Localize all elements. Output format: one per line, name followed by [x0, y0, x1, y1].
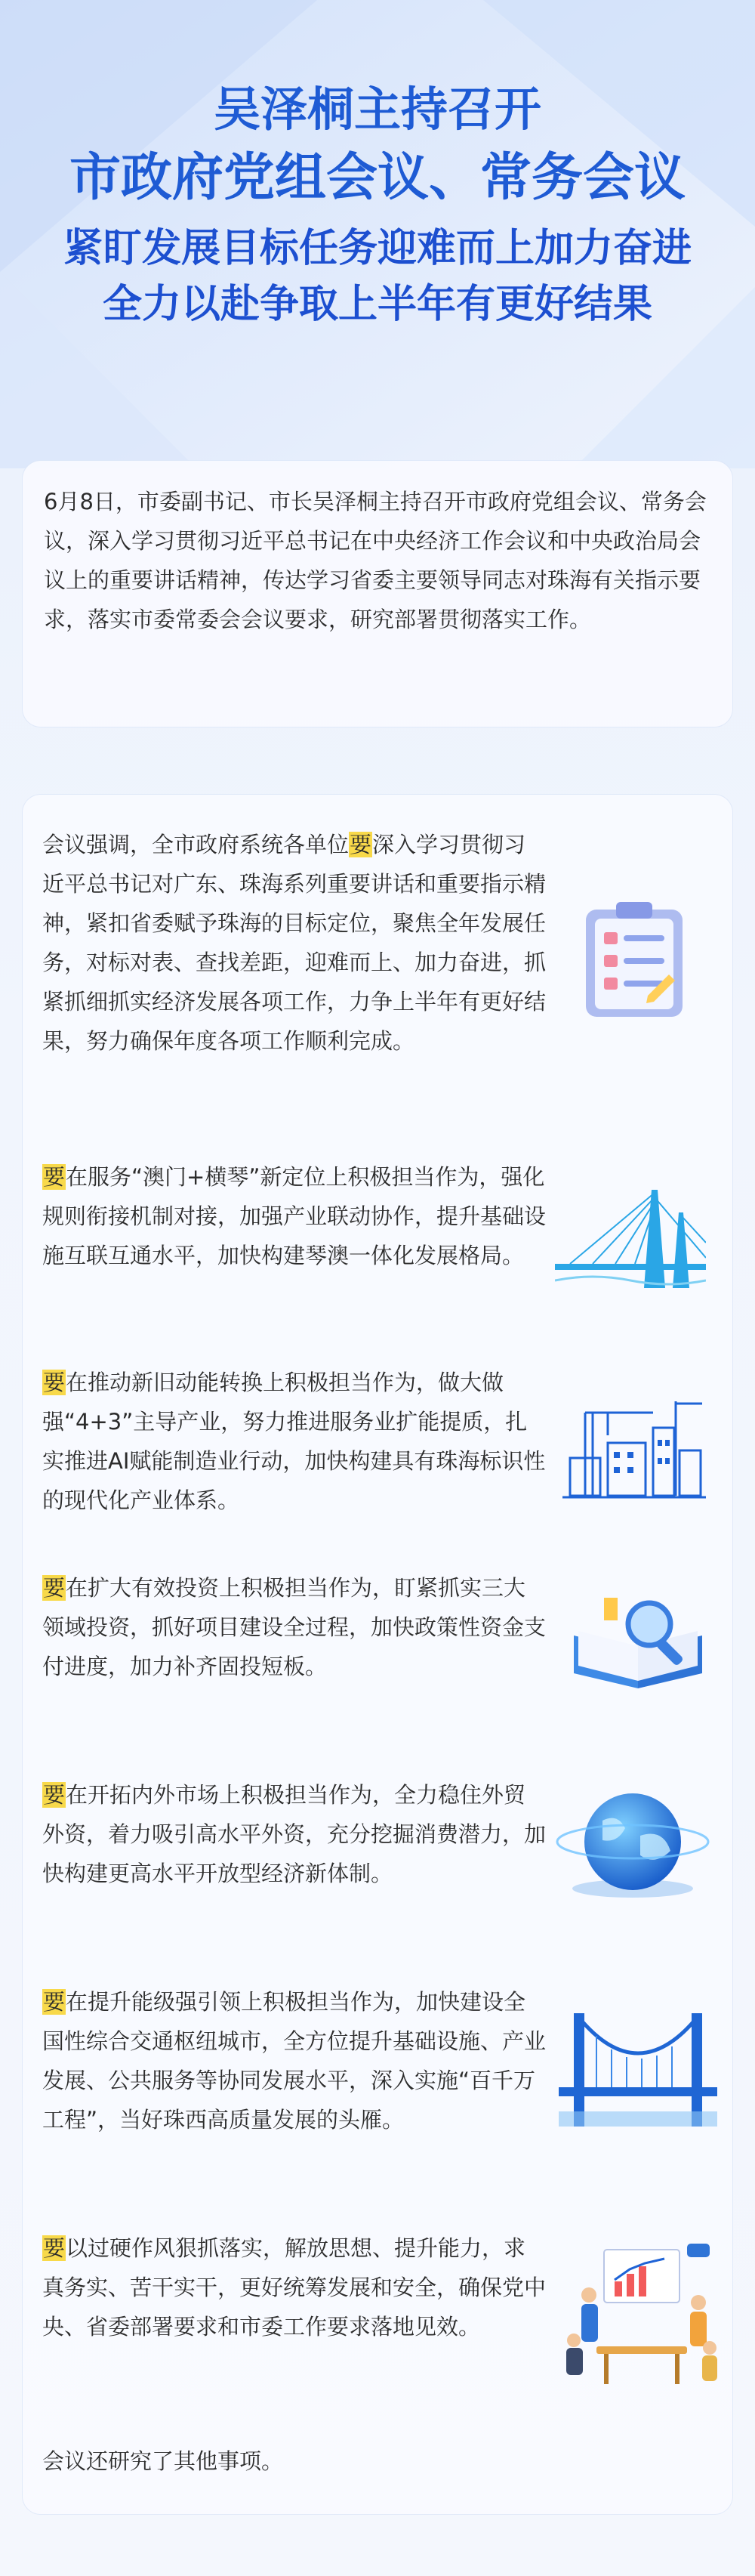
paragraph-6 — [42, 1982, 547, 2139]
paragraph-4-body: 在扩大有效投资上积极担当作为，盯紧抓实三大领域投资，抓好项目建设全过程，加快政策性资金支付进度，加力补齐固投短板。 — [42, 1575, 547, 1679]
suspension-bridge-icon — [559, 2006, 717, 2134]
closing-paragraph: 会议还研究了其他事项。 — [42, 2448, 284, 2474]
title-line-2: 市政府党组会议、常务会议 — [69, 148, 686, 208]
highlight-yao: 要 — [43, 1164, 66, 1190]
paragraph-7 — [42, 2229, 547, 2346]
clipboard-checklist-icon — [581, 899, 687, 1020]
highlight-yao: 要 — [350, 832, 372, 857]
title-line-1: 吴泽桐主持召开 — [213, 82, 541, 137]
paragraph-3 — [42, 1363, 547, 1520]
industrial-crane-icon — [562, 1398, 706, 1503]
intro-paragraph: 6月8日，市委副书记、市长吴泽桐主持召开市政府党组会议、常务会议，深入学习贯彻习近平总书记在中央经济工作会议和中央政治局会议上的重要讲话精神，传达学习省委主要领导同志对珠海有关指示要求，落实市委常委会会议要求，研究部署贯彻落实工作。 — [44, 489, 707, 632]
highlight-yao: 要 — [43, 2235, 66, 2261]
business-meeting-icon — [551, 2242, 721, 2393]
title-line-4: 全力以赴争取上半年有更好结果 — [102, 282, 652, 327]
globe-icon — [550, 1783, 716, 1904]
open-book-magnifier-icon — [566, 1590, 710, 1696]
page-title — [0, 76, 755, 332]
highlight-yao: 要 — [43, 1575, 66, 1601]
highlight-yao: 要 — [43, 1370, 66, 1395]
paragraph-4 — [42, 1568, 547, 1686]
paragraph-7-body: 以过硬作风狠抓落实，解放思想、提升能力，求真务实、苦干实干，更好统筹发展和安全，确保党中央、省委部署要求和市委工作要求落地见效。 — [42, 2235, 547, 2340]
paragraph-3-body: 在推动新旧动能转换上积极担当作为，做大做强“4+3”主导产业，努力推进服务业扩能提质，扎实推进AI赋能制造业行动，加快构建具有珠海标识性的现代化产业体系。 — [42, 1370, 546, 1513]
paragraph-5 — [42, 1775, 547, 1893]
highlight-yao: 要 — [43, 1989, 66, 2015]
paragraph-2 — [42, 1157, 547, 1275]
paragraph-6-body: 在提升能级强引领上积极担当作为，加快建设全国性综合交通枢纽城市，全方位提升基础设施、产业发展、公共服务等协同发展水平，深入实施“百千万工程”，当好珠西高质量发展的头雁。 — [42, 1989, 547, 2133]
paragraph-1-lead: 会议强调，全市政府系统各单位 — [42, 832, 350, 857]
cable-bridge-icon — [555, 1182, 706, 1296]
paragraph-5-body: 在开拓内外市场上积极担当作为，全力稳住外贸外资，着力吸引高水平外资，充分挖掘消费潜力，加快构建更高水平开放型经济新体制。 — [42, 1782, 547, 1886]
paragraph-1-body: 深入学习贯彻习近平总书记对广东、珠海系列重要讲话和重要指示精神，紧扣省委赋予珠海的目标定位，聚焦全年发展任务，对标对表、查找差距，迎难而上、加力奋进，抓紧抓细抓实经济发展各项工作，力争上半年有更好结果，努力确保年度各项工作顺利完成。 — [42, 832, 547, 1054]
paragraph-2-body: 在服务“澳门+横琴”新定位上积极担当作为，强化规则衔接机制对接，加强产业联动协作，提升基础设施互联互通水平，加快构建琴澳一体化发展格局。 — [42, 1164, 547, 1268]
paragraph-1 — [42, 825, 547, 1061]
title-line-3: 紧盯发展目标任务迎难而上加力奋进 — [63, 226, 692, 271]
highlight-yao: 要 — [43, 1782, 66, 1808]
